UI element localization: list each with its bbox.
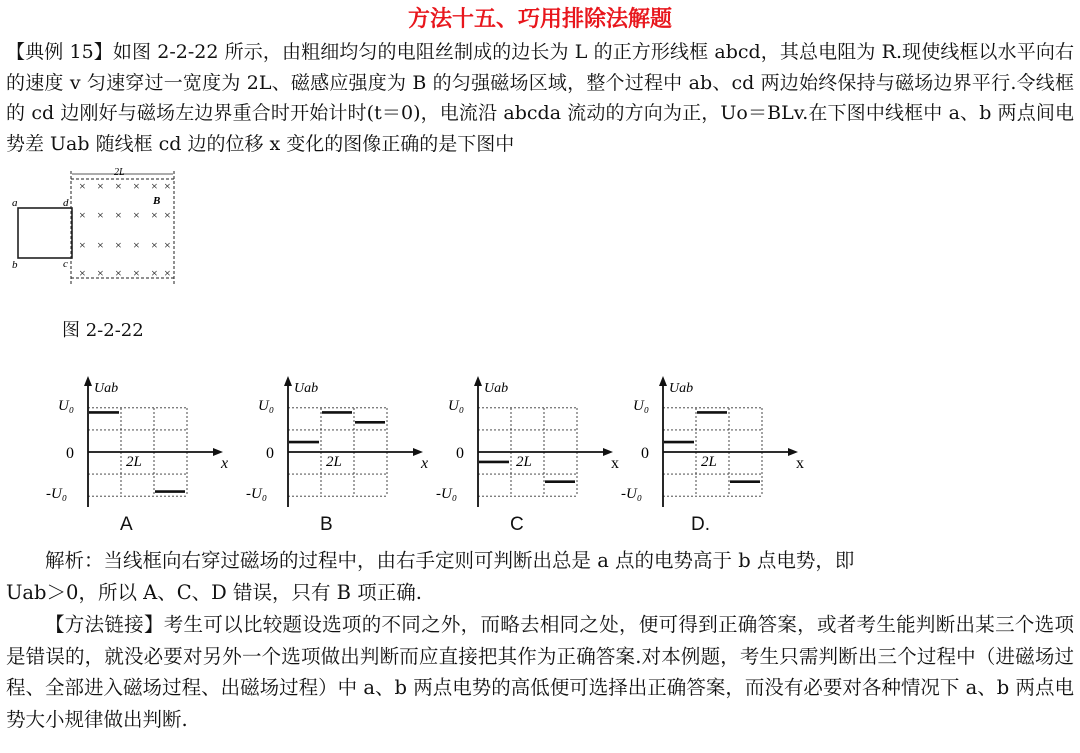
field-cross-mark: × (115, 208, 122, 222)
option-graph-1 (30, 372, 235, 537)
field-cross-mark: × (133, 238, 140, 252)
problem-label: 【典例 15】 (6, 41, 113, 63)
option-graph-4 (605, 372, 810, 537)
method-paragraph (6, 609, 1074, 735)
option-xlabel-label: x (796, 455, 804, 472)
option-zero-label: 0 (266, 445, 274, 462)
option-ylabel-label: Uab (294, 381, 319, 396)
option-xlabel-label: x (421, 455, 429, 472)
option-label-2: B (320, 514, 333, 535)
method-label: 【方法链接】 (45, 613, 164, 636)
analysis-line-1: 解析：当线框向右穿过磁场的过程中，由右手定则可判断出总是 a 点的电势高于 b 点电势，即 (45, 549, 855, 572)
field-cross-mark: × (115, 266, 122, 280)
option-xlabel-label: x (221, 455, 229, 472)
field-cross-mark: × (151, 208, 158, 222)
field-cross-mark: × (115, 238, 122, 252)
problem-statement (6, 37, 1074, 159)
option-bottom-label: -U₀ (46, 486, 68, 502)
y-axis-arrow (84, 376, 92, 386)
field-cross-mark: × (164, 179, 171, 193)
field-cross-mark: × (115, 179, 122, 193)
y-axis-arrow (284, 376, 292, 386)
field-cross-mark: × (133, 179, 140, 193)
y-axis-arrow (474, 376, 482, 386)
option-top-label: U₀ (633, 398, 650, 414)
field-cross-mark: × (151, 179, 158, 193)
field-cross-mark: × (133, 208, 140, 222)
field-cross-mark: × (133, 266, 140, 280)
option-top-label: U₀ (258, 398, 275, 414)
field-cross-mark: × (97, 238, 104, 252)
width-label: 2L (114, 167, 125, 178)
field-cross-mark: × (79, 179, 86, 193)
option-mid-label: 2L (701, 454, 717, 470)
option-label-3: C (510, 514, 524, 535)
field-label-b: B (153, 195, 161, 207)
problem-text: 如图 2-2-22 所示，由粗细均匀的电阻丝制成的边长为 L 的正方形线框 abcd，其总电阻为 R.现使线框以水平向右的速度 v 匀速穿过一宽度为 2L、磁感应强度为 B 的匀强磁场区域，整个过程中 ab、cd 两边始终保持与磁场边界平行.令线框的 cd 边刚好与磁场左边界重合时开始计时(t＝0)，电流沿 abcda 流动的方向为正，Uo＝BLv.在下图中线框中 a、b 两点间电势差 Uab 随线框 cd 边的位移 x 变化的图像正确的是下图中 (6, 41, 1074, 155)
field-cross-mark: × (164, 208, 171, 222)
corner-label-c: c (63, 258, 68, 270)
figure-frame-field (8, 166, 183, 288)
option-graph-2 (230, 372, 435, 537)
field-cross-mark: × (164, 266, 171, 280)
method-text: 考生可以比较题设选项的不同之外，而略去相同之处，便可得到正确答案，或者考生能判断出某三个选项是错误的，就没必要对另外一个选项做出判断而应直接把其作为正确答案.对本例题，考生只需判断出三个过程中（进磁场过程、全部进入磁场过程、出磁场过程）中 a、b 两点电势的高低便可选择出正确答案，而没有必要对各种情况下 a、b 两点电势大小规律做出判断. (6, 613, 1074, 731)
figure-caption: 图 2-2-22 (62, 320, 144, 341)
corner-label-b: b (12, 259, 18, 271)
field-cross-mark: × (97, 179, 104, 193)
option-label-1: A (120, 514, 133, 535)
option-xlabel-label: x (611, 455, 619, 472)
option-ylabel-label: Uab (669, 381, 694, 396)
field-cross-mark: × (79, 266, 86, 280)
option-label-4: D. (691, 514, 710, 535)
y-axis-arrow (659, 376, 667, 386)
option-mid-label: 2L (326, 454, 342, 470)
field-cross-mark: × (97, 208, 104, 222)
option-graph-3 (420, 372, 625, 537)
field-cross-mark: × (79, 238, 86, 252)
option-mid-label: 2L (126, 454, 142, 470)
field-cross-mark: × (97, 266, 104, 280)
corner-label-a: a (12, 197, 18, 209)
square-loop (18, 208, 72, 258)
corner-label-d: d (63, 197, 69, 209)
option-ylabel-label: Uab (484, 381, 509, 396)
analysis-line-2: Uab＞0，所以 A、C、D 错误，只有 B 项正确. (6, 581, 422, 604)
field-cross-mark: × (79, 208, 86, 222)
option-top-label: U₀ (448, 398, 465, 414)
option-bottom-label: -U₀ (436, 486, 458, 502)
field-cross-mark: × (164, 238, 171, 252)
option-ylabel-label: Uab (94, 381, 119, 396)
option-zero-label: 0 (456, 445, 464, 462)
option-top-label: U₀ (58, 398, 75, 414)
field-cross-mark: × (151, 266, 158, 280)
field-cross-mark: × (151, 238, 158, 252)
option-bottom-label: -U₀ (246, 486, 268, 502)
option-zero-label: 0 (66, 445, 74, 462)
option-mid-label: 2L (516, 454, 532, 470)
option-bottom-label: -U₀ (621, 486, 643, 502)
option-zero-label: 0 (641, 445, 649, 462)
page-title: 方法十五、巧用排除法解题 (407, 6, 672, 32)
